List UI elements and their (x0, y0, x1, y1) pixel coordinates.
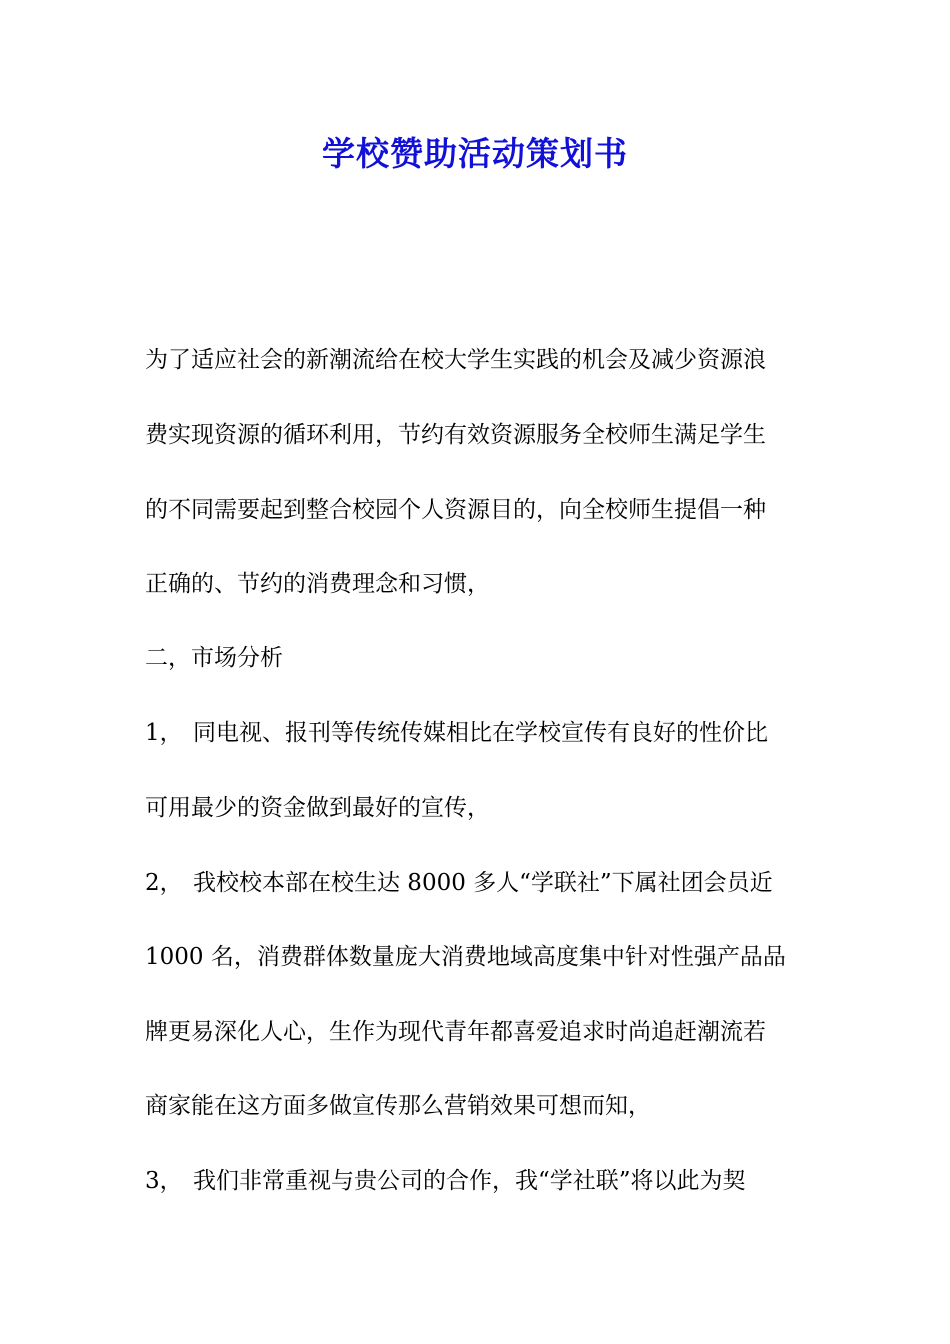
list-item-3 (145, 1166, 810, 1196)
paragraph-line: 正确的、节约的消费理念和习惯， (145, 571, 490, 597)
paragraph-line: 可用最少的资金做到最好的宣传， (145, 795, 490, 821)
document-title: 学校赞助活动策划书 (322, 134, 628, 173)
list-text: 我校校本部在校生达 8000 多人“学联社”下属社团会员近 (193, 870, 773, 896)
paragraph-line: 为了适应社会的新潮流给在校大学生实践的机会及减少资源浪 (145, 347, 766, 373)
paragraph-line: 费实现资源的循环利用，节约有效资源服务全校师生满足学生 (145, 422, 766, 448)
section-heading: 二，市场分析 (145, 645, 283, 671)
paragraph-line: 商家能在这方面多做宣传那么营销效果可想而知， (145, 1093, 651, 1119)
list-item-2 (145, 868, 810, 898)
paragraph-line: 的不同需要起到整合校园个人资源目的，向全校师生提倡一种 (145, 497, 766, 523)
paragraph-line: 牌更易深化人心，生作为现代青年都喜爱追求时尚追赶潮流若 (145, 1019, 766, 1045)
list-text: 同电视、报刊等传统传媒相比在学校宣传有良好的性价比 (193, 720, 768, 746)
list-number: 3， (145, 1168, 183, 1194)
list-number: 1， (145, 720, 183, 746)
list-number: 2， (145, 870, 183, 896)
list-item-1 (145, 718, 810, 748)
list-text: 我们非常重视与贵公司的合作，我“学社联”将以此为契 (193, 1168, 746, 1194)
paragraph-line: 1000 名，消费群体数量庞大消费地域高度集中针对性强产品品 (145, 944, 786, 970)
